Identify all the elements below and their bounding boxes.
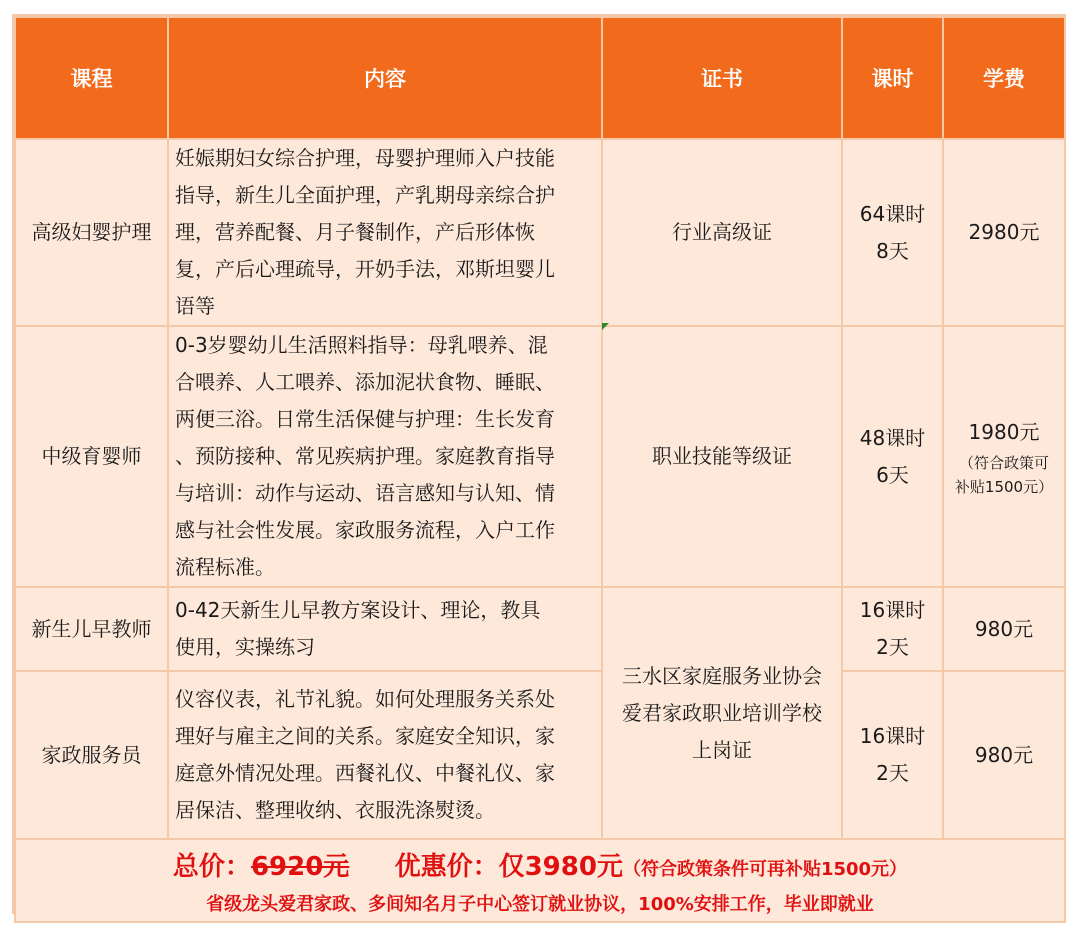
course-name: 新生儿早教师 bbox=[15, 587, 168, 671]
hours-value: 64课时 bbox=[859, 201, 926, 226]
content-line: 流程标准。 bbox=[175, 555, 275, 579]
footer-row bbox=[15, 839, 1065, 922]
hours-value: 48课时 bbox=[859, 425, 926, 450]
content-line: 与培训：动作与运动、语言感知与认知、情 bbox=[175, 481, 555, 505]
fee-value: 1980元 bbox=[968, 420, 1040, 444]
content-line: 居保洁、整理收纳、衣服洗涤熨烫。 bbox=[175, 798, 495, 822]
course-content bbox=[168, 326, 602, 587]
content-line: 两便三浴。日常生活保健与护理：生长发育 bbox=[175, 407, 555, 431]
header-certificate: 证书 bbox=[602, 17, 842, 139]
table-row bbox=[15, 139, 1065, 326]
course-content bbox=[168, 139, 602, 326]
hours-value: 16课时 bbox=[859, 598, 926, 622]
course-name: 中级育婴师 bbox=[15, 326, 168, 587]
course-content bbox=[168, 671, 602, 839]
discount-price: 优惠价：仅3980元 bbox=[394, 852, 623, 882]
certificate: 行业高级证 bbox=[602, 139, 842, 326]
price-line bbox=[17, 841, 1063, 890]
shared-certificate bbox=[602, 587, 842, 839]
content-line: 庭意外情况处理。西餐礼仪、中餐礼仪、家 bbox=[175, 761, 555, 785]
content-line: 0-3岁婴幼儿生活照料指导：母乳喂养、混 bbox=[175, 333, 548, 357]
days-value: 2天 bbox=[876, 761, 909, 785]
days-value: 6天 bbox=[876, 462, 909, 487]
header-hours: 课时 bbox=[842, 17, 943, 139]
original-price: 6920元 bbox=[250, 852, 350, 882]
content-line: 指导，新生儿全面护理，产乳期母亲综合护 bbox=[175, 183, 555, 207]
course-hours bbox=[842, 326, 943, 587]
content-line: 复，产后心理疏导，开奶手法，邓斯坦婴儿 bbox=[175, 257, 555, 281]
cell-marker bbox=[602, 323, 609, 330]
content-line: 使用，实操练习 bbox=[175, 635, 315, 659]
hours-value: 16课时 bbox=[859, 724, 926, 748]
days-value: 8天 bbox=[876, 238, 909, 263]
days-value: 2天 bbox=[876, 635, 909, 659]
employment-slogan: 省级龙头爱君家政、多间知名月子中心签订就业协议，100%安排工作，毕业即就业 bbox=[206, 894, 874, 915]
certificate: 职业技能等级证 bbox=[602, 326, 842, 587]
content-line: 仪容仪表，礼节礼貌。如何处理服务关系处 bbox=[175, 687, 555, 711]
course-table bbox=[14, 16, 1066, 923]
course-table-container bbox=[12, 14, 1066, 914]
fee-subsidy-note: （符合政策可 bbox=[958, 454, 1049, 472]
content-line: 理，营养配餐、月子餐制作，产后形体恢 bbox=[175, 220, 535, 244]
certificate-line: 上岗证 bbox=[692, 737, 752, 762]
table-row bbox=[15, 587, 1065, 671]
header-course: 课程 bbox=[15, 17, 168, 139]
total-label: 总价： bbox=[172, 852, 251, 882]
course-hours bbox=[842, 587, 943, 671]
header-fee: 学费 bbox=[943, 17, 1065, 139]
header-content: 内容 bbox=[168, 17, 602, 139]
content-line: 0-42天新生儿早教方案设计、理论，教具 bbox=[175, 598, 541, 622]
certificate-line: 爱君家政职业培训学校 bbox=[622, 700, 822, 725]
course-hours bbox=[842, 139, 943, 326]
course-hours bbox=[842, 671, 943, 839]
course-fee: 980元 bbox=[943, 587, 1065, 671]
fee-subsidy-note: 补贴1500元） bbox=[954, 478, 1054, 496]
content-line: 、预防接种、常见疾病护理。家庭教育指导 bbox=[175, 444, 555, 468]
certificate-line: 三水区家庭服务业协会 bbox=[622, 663, 822, 688]
table-row bbox=[15, 326, 1065, 587]
course-fee bbox=[943, 326, 1065, 587]
discount-note: （符合政策条件可再补贴1500元） bbox=[622, 859, 908, 880]
header-row bbox=[15, 17, 1065, 139]
course-name: 家政服务员 bbox=[15, 671, 168, 839]
course-name: 高级妇婴护理 bbox=[15, 139, 168, 326]
content-line: 感与社会性发展。家政服务流程，入户工作 bbox=[175, 518, 555, 542]
course-content bbox=[168, 587, 602, 671]
content-line: 合喂养、人工喂养、添加泥状食物、睡眠、 bbox=[175, 370, 555, 394]
content-line: 理好与雇主之间的关系。家庭安全知识，家 bbox=[175, 724, 555, 748]
course-fee: 980元 bbox=[943, 671, 1065, 839]
price-summary bbox=[15, 839, 1065, 922]
content-line: 语等 bbox=[175, 294, 215, 318]
content-line: 妊娠期妇女综合护理，母婴护理师入户技能 bbox=[175, 146, 555, 170]
table-row bbox=[15, 671, 1065, 839]
course-fee: 2980元 bbox=[943, 139, 1065, 326]
